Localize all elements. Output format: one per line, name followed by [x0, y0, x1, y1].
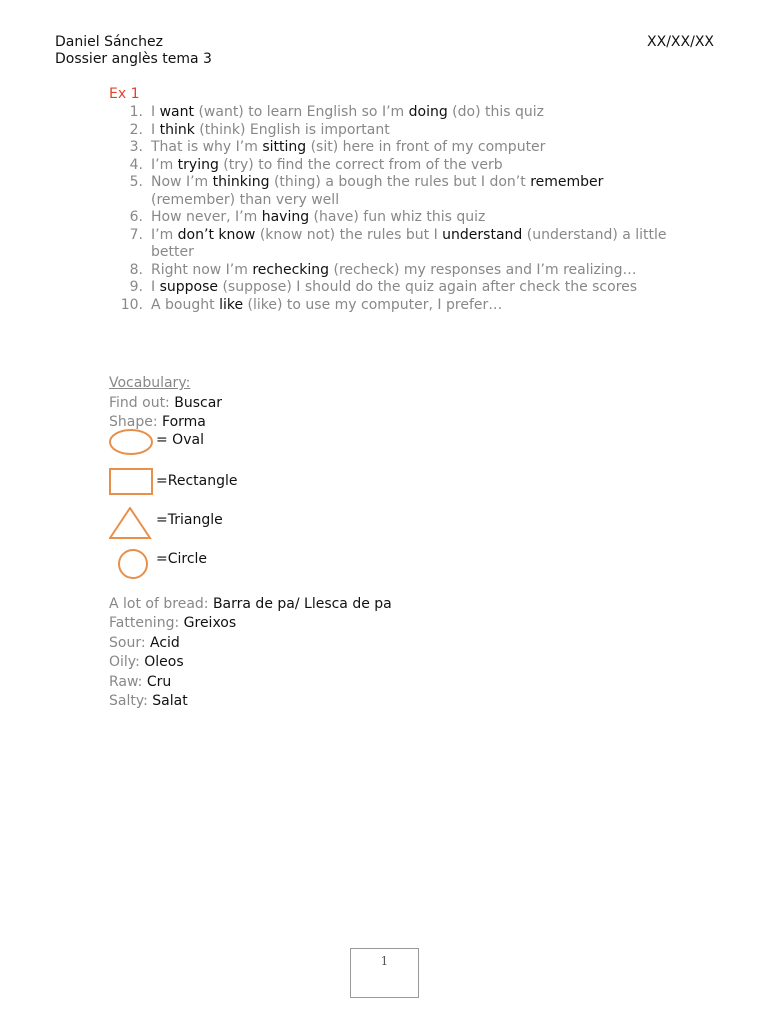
shape-label: =Triangle [156, 511, 223, 528]
vocab-translation: Barra de pa/ Llesca de pa [212, 595, 392, 612]
answer-verb: rechecking [252, 261, 330, 278]
item-number: 2. [129, 121, 143, 138]
vocab-entry [109, 634, 392, 654]
sentence-text: (want) to learn English so I’m [194, 104, 409, 120]
vocabulary-title: Vocabulary: [109, 375, 191, 391]
shape-list [109, 433, 392, 589]
item-number: 1. [129, 104, 143, 120]
triangle-icon [109, 507, 155, 541]
exercise-item [109, 262, 669, 280]
shape-label: = Oval [156, 431, 204, 448]
sentence-text: I [151, 121, 160, 138]
shape-entry-rectangle [109, 472, 392, 511]
exercise-item [109, 174, 669, 209]
answer-verb: having [261, 209, 310, 225]
exercise-item [109, 104, 669, 122]
sentence-text: (have) fun whiz this quiz [309, 209, 486, 225]
vocabulary-terms [109, 595, 392, 712]
vocab-translation: Greixos [183, 615, 237, 631]
exercise-item [109, 279, 669, 297]
vocab-translation: Acid [150, 634, 180, 651]
sentence-text: (sit) here in front of my computer [306, 139, 546, 155]
item-number: 9. [129, 279, 143, 295]
answer-verb: suppose [159, 279, 219, 295]
header-left [55, 34, 212, 68]
sentence-text: How never, I’m [151, 209, 262, 225]
vocab-term: A lot of bread: [109, 595, 209, 612]
vocab-term: Find out: [109, 394, 170, 411]
shape-label: =Rectangle [156, 472, 238, 489]
vocab-term: Fattening: [109, 615, 180, 631]
sentence-text: I [151, 104, 160, 120]
sentence-text: I’m [151, 226, 178, 243]
answer-verb: don’t know [177, 226, 256, 243]
sentence-text: Now I’m [151, 174, 213, 190]
vocab-entry [109, 673, 392, 693]
exercise-title: Ex 1 [109, 86, 140, 102]
item-number: 7. [129, 226, 143, 243]
page-number: 1 [380, 954, 389, 968]
sentence-text: A bought [151, 296, 220, 313]
exercise-item [109, 297, 669, 315]
shape-label: =Circle [156, 550, 208, 567]
vocab-translation: Cru [146, 673, 172, 690]
sentence-text: (like) to use my computer, I prefer… [243, 296, 503, 313]
sentence-text: (do) this quiz [447, 104, 545, 120]
item-number: 8. [129, 261, 143, 278]
item-number: 4. [129, 156, 143, 173]
answer-verb: doing [408, 104, 448, 120]
exercise-item [109, 122, 669, 140]
circle-icon [109, 548, 155, 582]
vocab-translation: Forma [162, 414, 206, 430]
shape-entry-oval [109, 433, 392, 472]
author-name: Daniel Sánchez [55, 34, 163, 50]
document-subtitle: Dossier anglès tema 3 [55, 51, 212, 67]
vocab-term: Sour: [109, 634, 146, 651]
item-number: 3. [129, 139, 143, 155]
rectangle-icon [109, 468, 155, 502]
answer-verb: sitting [262, 139, 307, 155]
vocab-term: Raw: [109, 673, 143, 690]
oval-icon [109, 429, 155, 463]
sentence-text: That is why I’m [151, 139, 263, 155]
vocab-entry [109, 394, 392, 414]
item-number: 5. [129, 174, 143, 190]
exercise-item [109, 209, 669, 227]
sentence-text: Right now I’m [151, 261, 253, 278]
sentence-text: (recheck) my responses and I’m realizing… [329, 261, 637, 278]
vocab-translation: Buscar [174, 394, 223, 411]
page-number-box [350, 948, 419, 998]
answer-verb: like [219, 296, 244, 313]
vocab-translation: Salat [152, 693, 188, 709]
vocab-entry [109, 614, 392, 634]
vocab-entry [109, 595, 392, 615]
sentence-text: I [151, 279, 160, 295]
exercise-item [109, 139, 669, 157]
vocab-entry [109, 653, 392, 673]
shape-entry-triangle [109, 511, 392, 550]
item-number: 6. [129, 209, 143, 225]
vocab-term: Oily: [109, 654, 140, 670]
sentence-text: (think) English is important [194, 121, 390, 138]
answer-verb: remember [530, 174, 604, 190]
header-date: XX/XX/XX [647, 34, 714, 50]
sentence-text: (thing) a bough the rules but I don’t [269, 174, 531, 190]
vocab-entry [109, 692, 392, 712]
sentence-text: (suppose) I should do the quiz again after check the scores [218, 279, 638, 295]
vocab-translation: Oleos [144, 654, 184, 670]
answer-verb: thinking [212, 174, 270, 190]
exercise-list [109, 104, 669, 314]
answer-verb: understand [442, 226, 523, 243]
vocabulary-intro [109, 394, 392, 433]
exercise-item [109, 227, 669, 262]
answer-verb: want [159, 104, 194, 120]
vocab-term: Salty: [109, 693, 148, 709]
sentence-text: (remember) than very well [151, 191, 340, 208]
sentence-text: (understand) a little better [151, 226, 667, 260]
shape-entry-circle [109, 550, 392, 589]
item-number: 10. [120, 296, 143, 313]
sentence-text: (know not) the rules but I [255, 226, 443, 243]
sentence-text: (try) to find the correct from of the verb [218, 156, 503, 173]
sentence-text: I’m [151, 156, 178, 173]
answer-verb: think [159, 121, 195, 138]
exercise-item [109, 157, 669, 175]
answer-verb: trying [177, 156, 219, 173]
vocabulary-section [109, 374, 392, 712]
vocab-term: Shape: [109, 414, 158, 430]
